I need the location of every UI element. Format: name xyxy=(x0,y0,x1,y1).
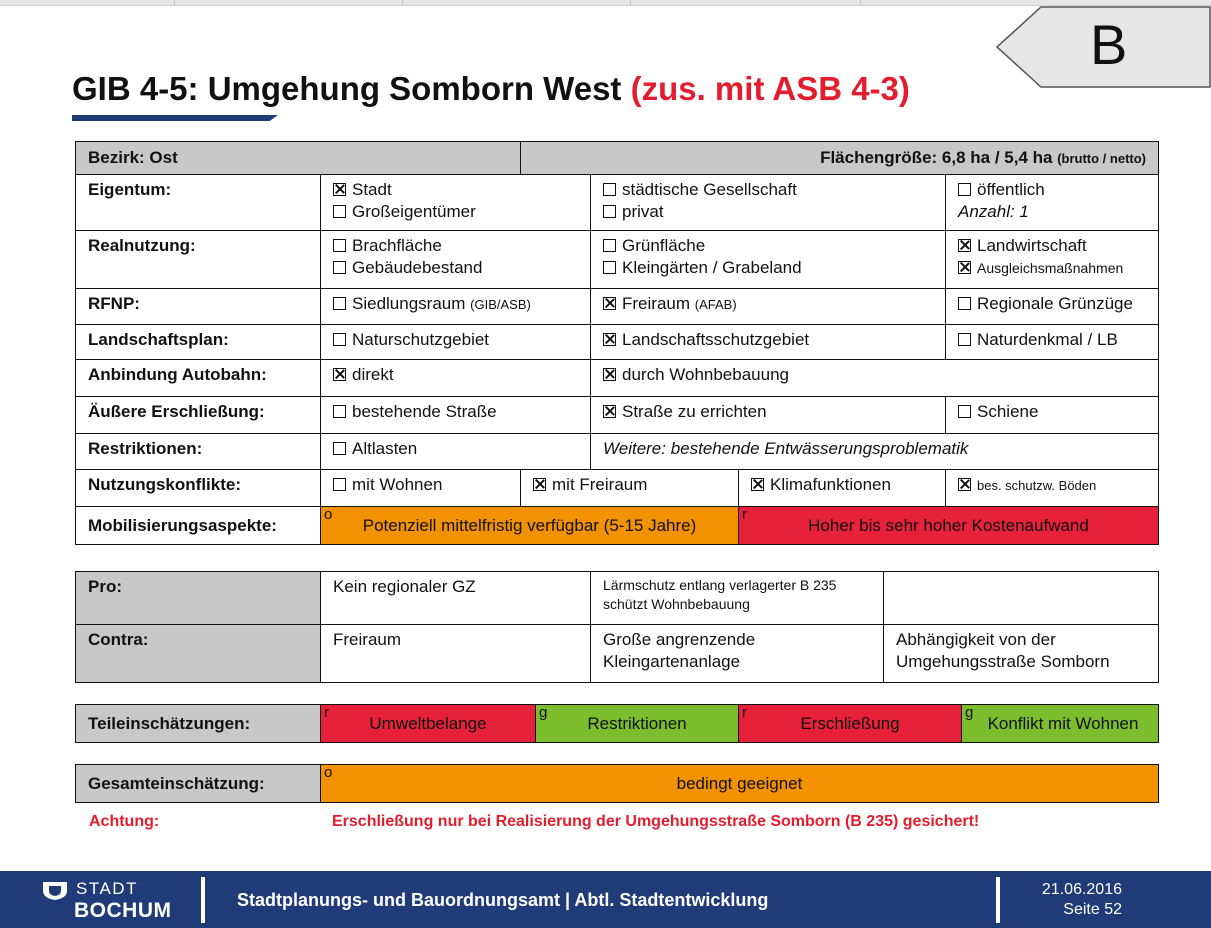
footer-divider xyxy=(201,877,205,923)
checkbox-checked xyxy=(958,478,971,491)
realnutzung-landwirtschaft: Landwirtschaft xyxy=(977,236,1087,255)
konflikte-col-b: mit Freiraum xyxy=(521,470,739,507)
checkbox-unchecked xyxy=(333,442,346,455)
restriktionen-label: Restriktionen: xyxy=(76,434,321,470)
rating-code: o xyxy=(324,506,333,523)
landschaftsplan-col-a: Naturschutzgebiet xyxy=(321,325,591,360)
flaeche-note: (brutto / netto) xyxy=(1057,150,1147,166)
checkbox-unchecked xyxy=(603,239,616,252)
mobilisierung-rating-red xyxy=(739,507,1159,545)
pro-item-empty xyxy=(884,572,1159,625)
bezirk-label: Bezirk: Ost xyxy=(76,142,521,175)
checkbox-unchecked xyxy=(333,333,346,346)
realnutzung-gebaeudebestand: Gebäudebestand xyxy=(352,258,483,277)
pro-row xyxy=(76,572,1159,625)
section-badge-letter: B xyxy=(1090,13,1128,76)
checkbox-checked xyxy=(533,478,546,491)
checkbox-checked xyxy=(751,478,764,491)
realnutzung-col-c xyxy=(946,231,1159,289)
landschaftsplan-row xyxy=(76,325,1159,360)
checkbox-checked xyxy=(958,261,971,274)
checkbox-unchecked xyxy=(333,297,346,310)
footer-date-block xyxy=(1042,880,1122,920)
teil-rating-red: r Erschließung xyxy=(739,705,962,743)
rfnp-col-a: Siedlungsraum (GIB/ASB) xyxy=(321,289,591,325)
konflikte-row xyxy=(76,470,1159,507)
contra-row xyxy=(76,625,1159,683)
rfnp-col-c: Regionale Grünzüge xyxy=(946,289,1159,325)
restriktionen-weitere: Weitere: bestehende Entwässerungsproblematik xyxy=(591,434,1159,470)
erschliessung-col-b: Straße zu errichten xyxy=(591,397,946,434)
rfnp-col-b: Freiraum (AFAB) xyxy=(591,289,946,325)
checkbox-unchecked xyxy=(958,183,971,196)
checkbox-checked xyxy=(603,405,616,418)
realnutzung-kleingaerten: Kleingärten / Grabeland xyxy=(622,258,802,277)
pro-item: Lärmschutz entlang verlagerter B 235 schützt Wohnbebauung xyxy=(591,572,884,625)
eigentum-grosseigentuemer: Großeigentümer xyxy=(333,201,578,223)
realnutzung-col-a xyxy=(321,231,591,289)
konflikte-col-d: bes. schutzw. Böden xyxy=(946,470,1159,507)
checkbox-checked xyxy=(603,333,616,346)
rating-text: Hoher bis sehr hoher Kostenaufwand xyxy=(808,515,1089,535)
mobilisierung-label: Mobilisierungsaspekte: xyxy=(76,507,321,545)
gesamteinschaetzung-table xyxy=(75,764,1159,803)
erschliessung-label: Äußere Erschließung: xyxy=(76,397,321,434)
footer-page: Seite 52 xyxy=(1063,901,1122,918)
eigentum-anzahl: Anzahl: 1 xyxy=(958,202,1029,221)
eigentum-col-a xyxy=(321,175,591,231)
teil-label: Teileinschätzungen: xyxy=(76,705,321,743)
eigentum-label: Eigentum: xyxy=(76,175,321,231)
footer-bar xyxy=(0,871,1211,928)
teil-rating-green: g Restriktionen xyxy=(536,705,739,743)
pro-item: Kein regionaler GZ xyxy=(321,572,591,625)
autobahn-label: Anbindung Autobahn: xyxy=(76,360,321,397)
eigentum-row xyxy=(76,175,1159,231)
achtung-label: Achtung: xyxy=(89,813,160,830)
checkbox-unchecked xyxy=(333,205,346,218)
realnutzung-ausgleich: Ausgleichsmaßnahmen xyxy=(977,260,1124,276)
checkbox-checked xyxy=(603,368,616,381)
eigentum-oeffentlich: öffentlich xyxy=(958,179,1146,201)
autobahn-row xyxy=(76,360,1159,397)
teil-rating-green: g Konflikt mit Wohnen xyxy=(962,705,1159,743)
teil-rating-red: r Umweltbelange xyxy=(321,705,536,743)
teil-row xyxy=(76,705,1159,743)
checkbox-unchecked xyxy=(603,183,616,196)
gesamt-label: Gesamteinschätzung: xyxy=(76,765,321,803)
checkbox-checked xyxy=(333,183,346,196)
eigentum-stadt: Stadt xyxy=(333,179,578,201)
checkbox-unchecked xyxy=(603,205,616,218)
title-underline xyxy=(72,115,278,121)
restriktionen-col-a: Altlasten xyxy=(321,434,591,470)
landschaftsplan-label: Landschaftsplan: xyxy=(76,325,321,360)
checkbox-unchecked xyxy=(333,478,346,491)
realnutzung-row xyxy=(76,231,1159,289)
erschliessung-col-a: bestehende Straße xyxy=(321,397,591,434)
title-highlight: (zus. mit ASB 4-3) xyxy=(630,70,910,107)
restriktionen-row xyxy=(76,434,1159,470)
mobilisierung-row xyxy=(76,507,1159,545)
header-row xyxy=(76,142,1159,175)
pro-label: Pro: xyxy=(76,572,321,625)
rating-code: r xyxy=(742,506,747,523)
flaeche-cell xyxy=(521,142,1159,175)
checkbox-checked xyxy=(958,239,971,252)
realnutzung-col-b xyxy=(591,231,946,289)
autobahn-col-b: durch Wohnbebauung xyxy=(591,360,1159,397)
footer-department: Stadtplanungs- und Bauordnungsamt | Abtl. Stadtentwicklung xyxy=(237,890,769,910)
eigentum-col-c xyxy=(946,175,1159,231)
contra-item: Große angrenzende Kleingartenanlage xyxy=(591,625,884,683)
landschaftsplan-col-c: Naturdenkmal / LB xyxy=(946,325,1159,360)
checkbox-unchecked xyxy=(333,405,346,418)
achtung-text: Erschließung nur bei Realisierung der Umgehungsstraße Somborn (B 235) gesichert! xyxy=(332,813,980,830)
konflikte-label: Nutzungskonflikte: xyxy=(76,470,321,507)
gesamt-row xyxy=(76,765,1159,803)
title-main: GIB 4-5: Umgehung Somborn West xyxy=(72,70,622,107)
eigentum-privat: privat xyxy=(603,201,933,223)
contra-item: Abhängigkeit von der Umgehungsstraße Somborn xyxy=(884,625,1159,683)
landschaftsplan-col-b: Landschaftsschutzgebiet xyxy=(591,325,946,360)
pro-contra-table xyxy=(75,571,1159,683)
checkbox-unchecked xyxy=(958,297,971,310)
checkbox-unchecked xyxy=(958,333,971,346)
bochum-shield-icon xyxy=(41,881,69,901)
rfnp-row xyxy=(76,289,1159,325)
footer-divider xyxy=(996,877,1000,923)
mobilisierung-rating-orange xyxy=(321,507,739,545)
gesamt-rating-orange: o bedingt geeignet xyxy=(321,765,1159,803)
footer-date: 21.06.2016 xyxy=(1041,881,1122,898)
konflikte-col-c: Klimafunktionen xyxy=(739,470,946,507)
contra-label: Contra: xyxy=(76,625,321,683)
checkbox-unchecked xyxy=(958,405,971,418)
criteria-table xyxy=(75,141,1159,545)
logo-stadt: STADT xyxy=(76,879,138,898)
autobahn-col-a: direkt xyxy=(321,360,591,397)
eigentum-staedtische-gesellschaft: städtische Gesellschaft xyxy=(603,179,933,201)
eigentum-col-b xyxy=(591,175,946,231)
realnutzung-brachflaeche: Brachfläche xyxy=(352,236,442,255)
erschliessung-col-c: Schiene xyxy=(946,397,1159,434)
page-title xyxy=(72,70,910,108)
checkbox-checked xyxy=(333,368,346,381)
checkbox-unchecked xyxy=(333,239,346,252)
checkbox-unchecked xyxy=(333,261,346,274)
rfnp-label: RFNP: xyxy=(76,289,321,325)
konflikte-col-a: mit Wohnen xyxy=(321,470,521,507)
flaeche-label: Flächengröße: 6,8 ha / 5,4 ha xyxy=(820,147,1053,167)
teileinschaetzungen-table xyxy=(75,704,1159,743)
realnutzung-gruenflaeche: Grünfläche xyxy=(622,236,706,255)
logo-bochum: BOCHUM xyxy=(74,899,172,922)
checkbox-unchecked xyxy=(603,261,616,274)
erschliessung-row xyxy=(76,397,1159,434)
contra-item: Freiraum xyxy=(321,625,591,683)
rating-text: Potenziell mittelfristig verfügbar (5-15 Jahre) xyxy=(362,515,697,535)
realnutzung-label: Realnutzung: xyxy=(76,231,321,289)
checkbox-checked xyxy=(603,297,616,310)
